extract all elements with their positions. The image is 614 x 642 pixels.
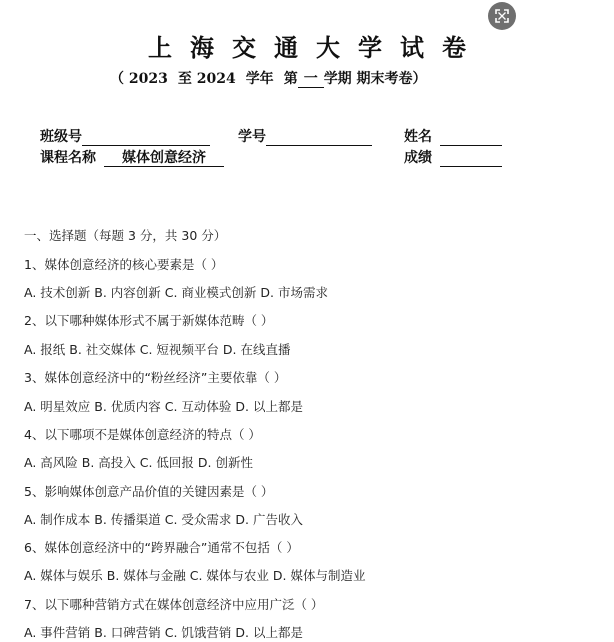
section-heading: 一、选择题（每题 3 分，共 30 分） — [24, 228, 227, 243]
title-char: 大 — [316, 33, 340, 62]
subtitle-term-prefix: 第 — [283, 71, 298, 87]
title-char: 试 — [400, 33, 424, 62]
title-char: 学 — [358, 33, 382, 62]
question-options: A. 报纸 B. 社交媒体 C. 短视频平台 D. 在线直播 — [24, 342, 291, 357]
student-id-label: 学号 — [238, 129, 266, 145]
class-blank[interactable] — [82, 129, 210, 146]
class-field — [40, 126, 210, 146]
question-options: A. 媒体与娱乐 B. 媒体与金融 C. 媒体与农业 D. 媒体与制造业 — [24, 568, 366, 583]
subtitle-term-value: 一 — [298, 71, 324, 88]
subtitle-year-label: 学年 — [245, 71, 274, 87]
course-field — [40, 147, 224, 167]
question-options: A. 技术创新 B. 内容创新 C. 商业模式创新 D. 市场需求 — [24, 285, 328, 300]
subtitle-start-year: （ 2023 — [110, 71, 168, 87]
name-label: 姓名 — [404, 129, 432, 145]
question-stem: 1、媒体创意经济的核心要素是（ ） — [24, 257, 224, 272]
name-field — [404, 126, 502, 146]
score-blank[interactable] — [440, 150, 502, 167]
student-id-blank[interactable] — [266, 129, 372, 146]
title-char: 交 — [232, 33, 256, 62]
question-options: A. 高风险 B. 高投入 C. 低回报 D. 创新性 — [24, 455, 253, 470]
question-stem: 7、以下哪种营销方式在媒体创意经济中应用广泛（ ） — [24, 597, 324, 612]
name-blank[interactable] — [440, 129, 502, 146]
subtitle-end-year: 至 2024 — [177, 71, 236, 87]
exam-subtitle — [110, 68, 427, 88]
question-options: A. 明星效应 B. 优质内容 C. 互动体验 D. 以上都是 — [24, 399, 303, 414]
class-label: 班级号 — [40, 129, 82, 145]
score-label: 成绩 — [404, 150, 432, 166]
question-options: A. 事件营销 B. 口碑营销 C. 饥饿营销 D. 以上都是 — [24, 625, 303, 640]
question-stem: 4、以下哪项不是媒体创意经济的特点（ ） — [24, 427, 261, 442]
score-field — [404, 147, 502, 167]
question-stem: 3、媒体创意经济中的“粉丝经济”主要依靠（ ） — [24, 370, 287, 385]
title-char: 卷 — [442, 33, 466, 62]
question-stem: 6、媒体创意经济中的“跨界融合”通常不包括（ ） — [24, 540, 299, 555]
expand-icon — [494, 8, 510, 24]
exam-title — [0, 28, 614, 63]
title-char: 上 — [148, 33, 172, 62]
title-char: 通 — [274, 33, 298, 62]
question-stem: 5、影响媒体创意产品价值的关键因素是（ ） — [24, 484, 274, 499]
expand-image-button[interactable] — [488, 2, 516, 30]
course-value: 媒体创意经济 — [104, 150, 224, 167]
question-options: A. 制作成本 B. 传播渠道 C. 受众需求 D. 广告收入 — [24, 512, 303, 527]
title-char: 海 — [190, 33, 214, 62]
subtitle-term-suffix: 学期 期末考卷） — [323, 71, 427, 87]
question-stem: 2、以下哪种媒体形式不属于新媒体范畴（ ） — [24, 313, 274, 328]
course-label: 课程名称 — [40, 150, 96, 166]
student-id-field — [238, 126, 372, 146]
